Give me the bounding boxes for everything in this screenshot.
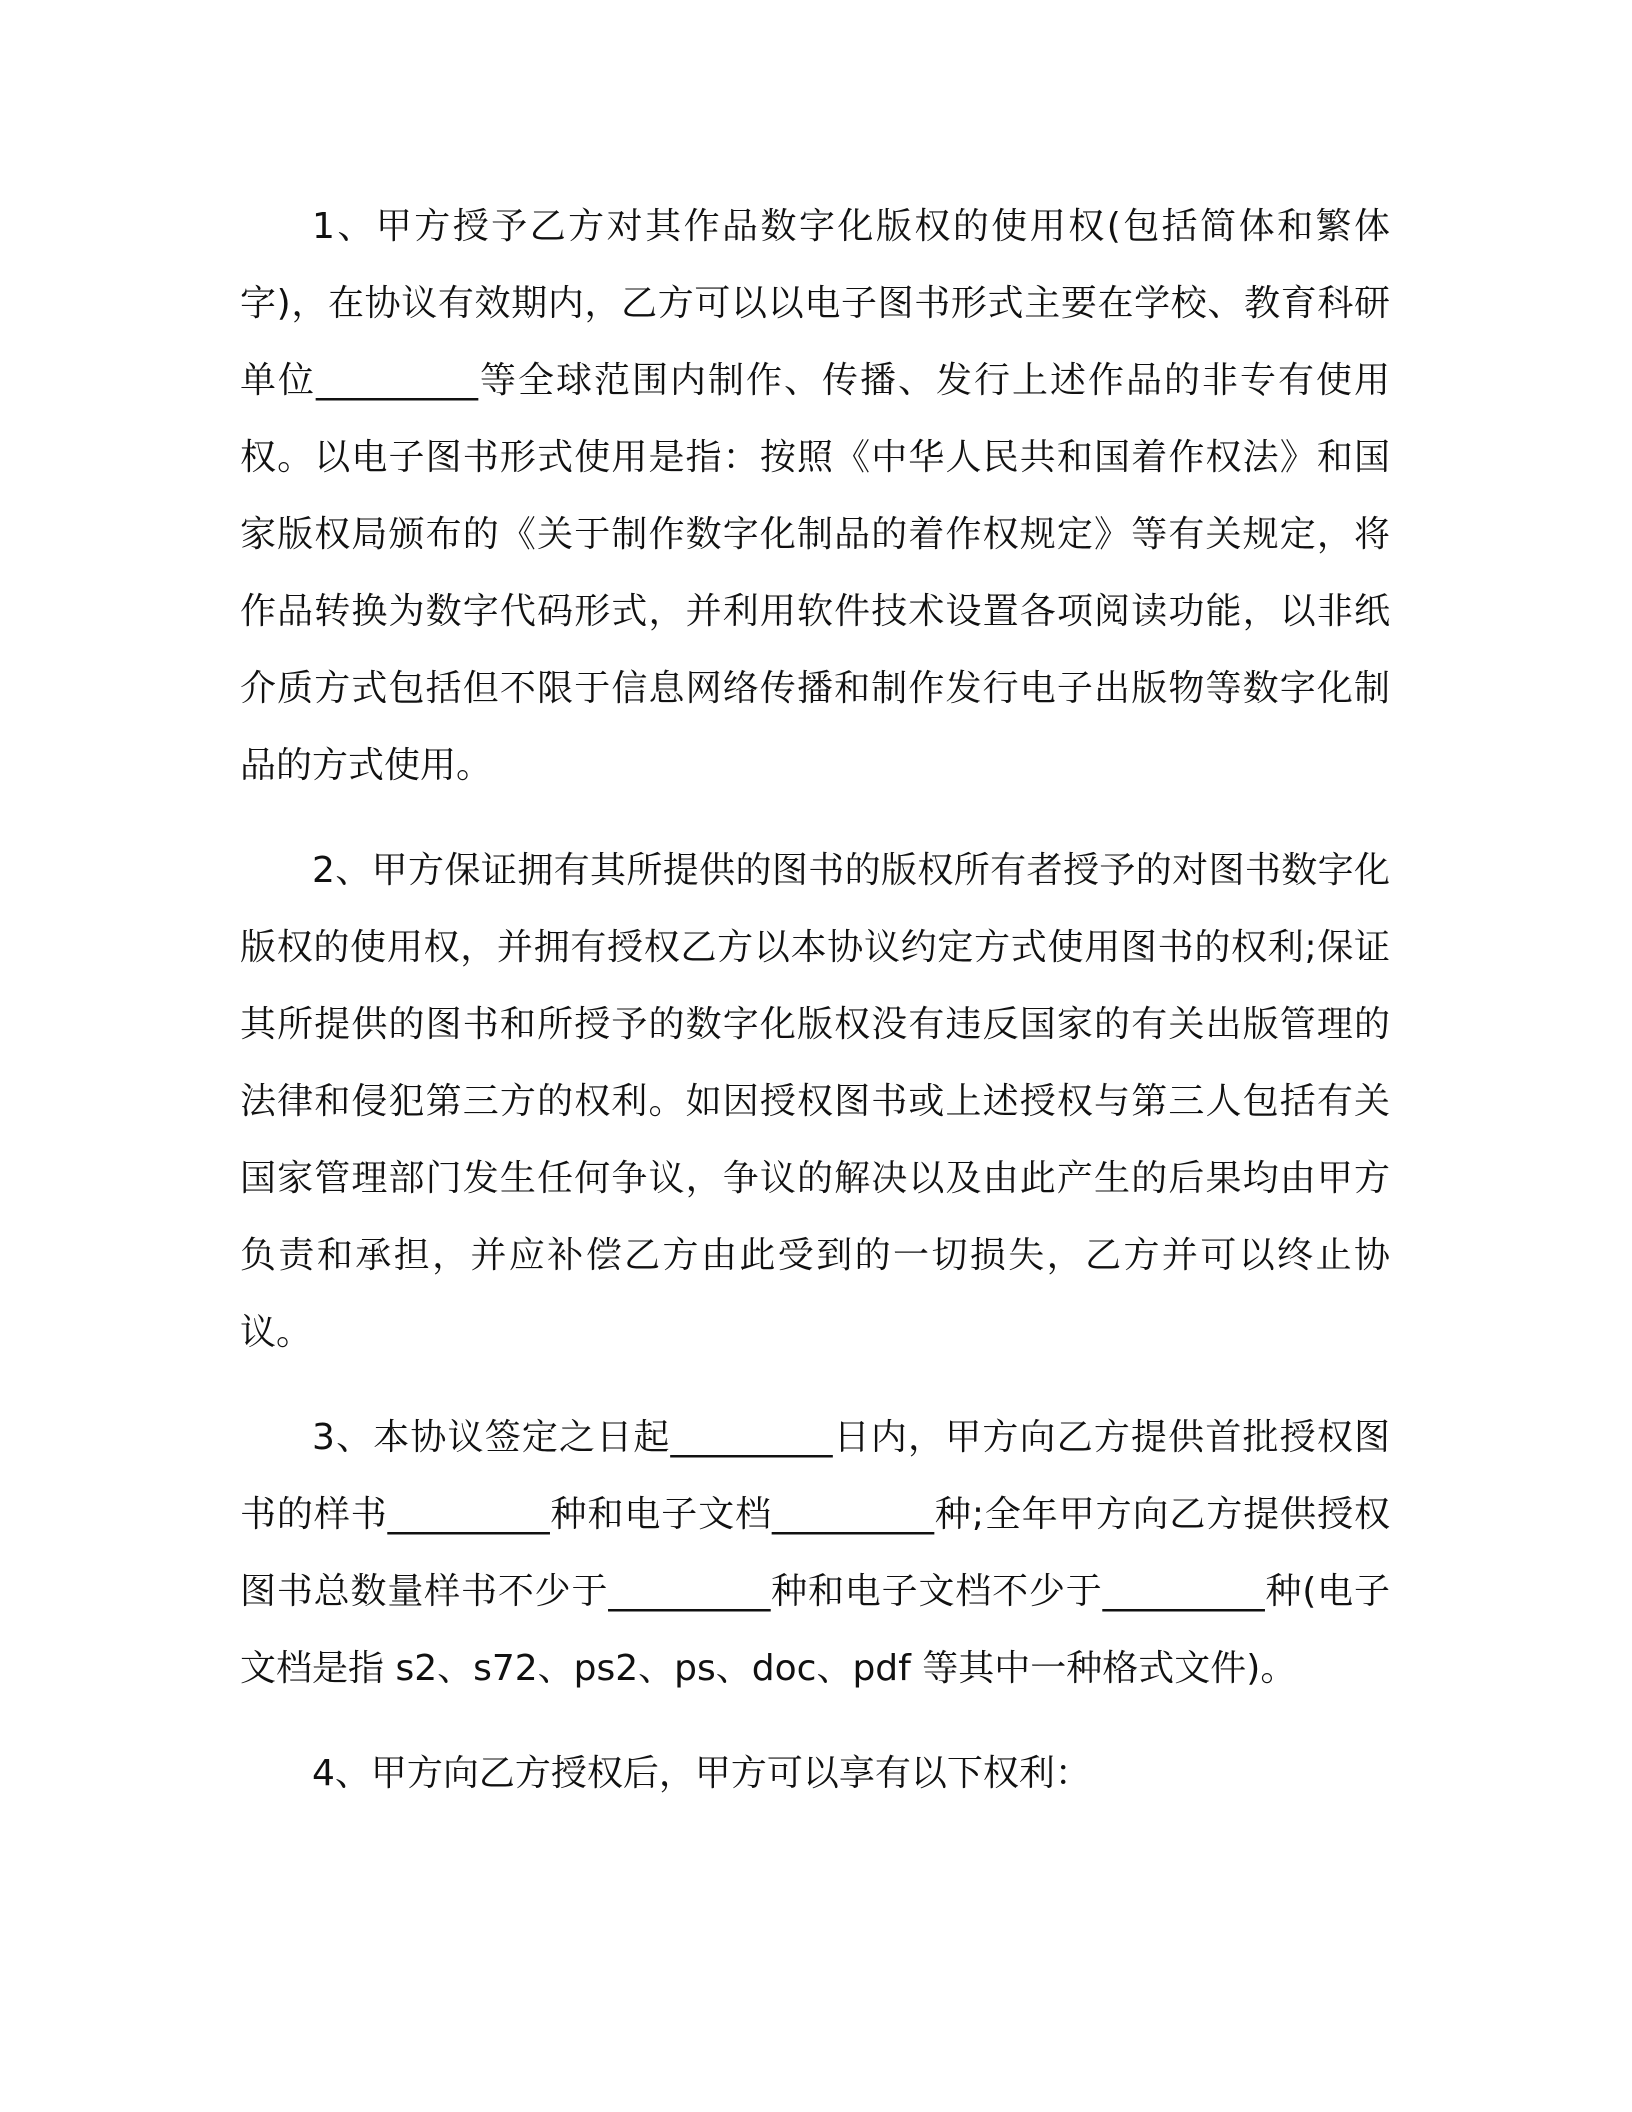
document-body	[240, 188, 1390, 1840]
clause-4-paragraph: 4、甲方向乙方授权后，甲方可以享有以下权利：	[312, 1753, 1091, 1794]
clause-3-paragraph: 3、本协议签定之日起_________日内，甲方向乙方提供首批授权图书的样书_________种和电子文档_________种;全年甲方向乙方提供授权图书总数量样书不少于_________种和电子文档不少于_________种(电子文档是指 s2、s72、ps2、ps、doc、pdf 等其中一种格式文件)。	[240, 1417, 1390, 1689]
clause-2-paragraph: 2、甲方保证拥有其所提供的图书的版权所有者授予的对图书数字化版权的使用权，并拥有授权乙方以本协议约定方式使用图书的权利;保证其所提供的图书和所授予的数字化版权没有违反国家的有关出版管理的法律和侵犯第三方的权利。如因授权图书或上述授权与第三人包括有关国家管理部门发生任何争议，争议的解决以及由此产生的后果均由甲方负责和承担，并应补偿乙方由此受到的一切损失，乙方并可以终止协议。	[240, 850, 1390, 1353]
clause-1-paragraph: 1、甲方授予乙方对其作品数字化版权的使用权(包括简体和繁体字)，在协议有效期内，乙方可以以电子图书形式主要在学校、教育科研单位_________等全球范围内制作、传播、发行上述作品的非专有使用权。以电子图书形式使用是指：按照《中华人民共和国着作权法》和国家版权局颁布的《关于制作数字化制品的着作权规定》等有关规定，将作品转换为数字代码形式，并利用软件技术设置各项阅读功能，以非纸介质方式包括但不限于信息网络传播和制作发行电子出版物等数字化制品的方式使用。	[240, 206, 1390, 786]
